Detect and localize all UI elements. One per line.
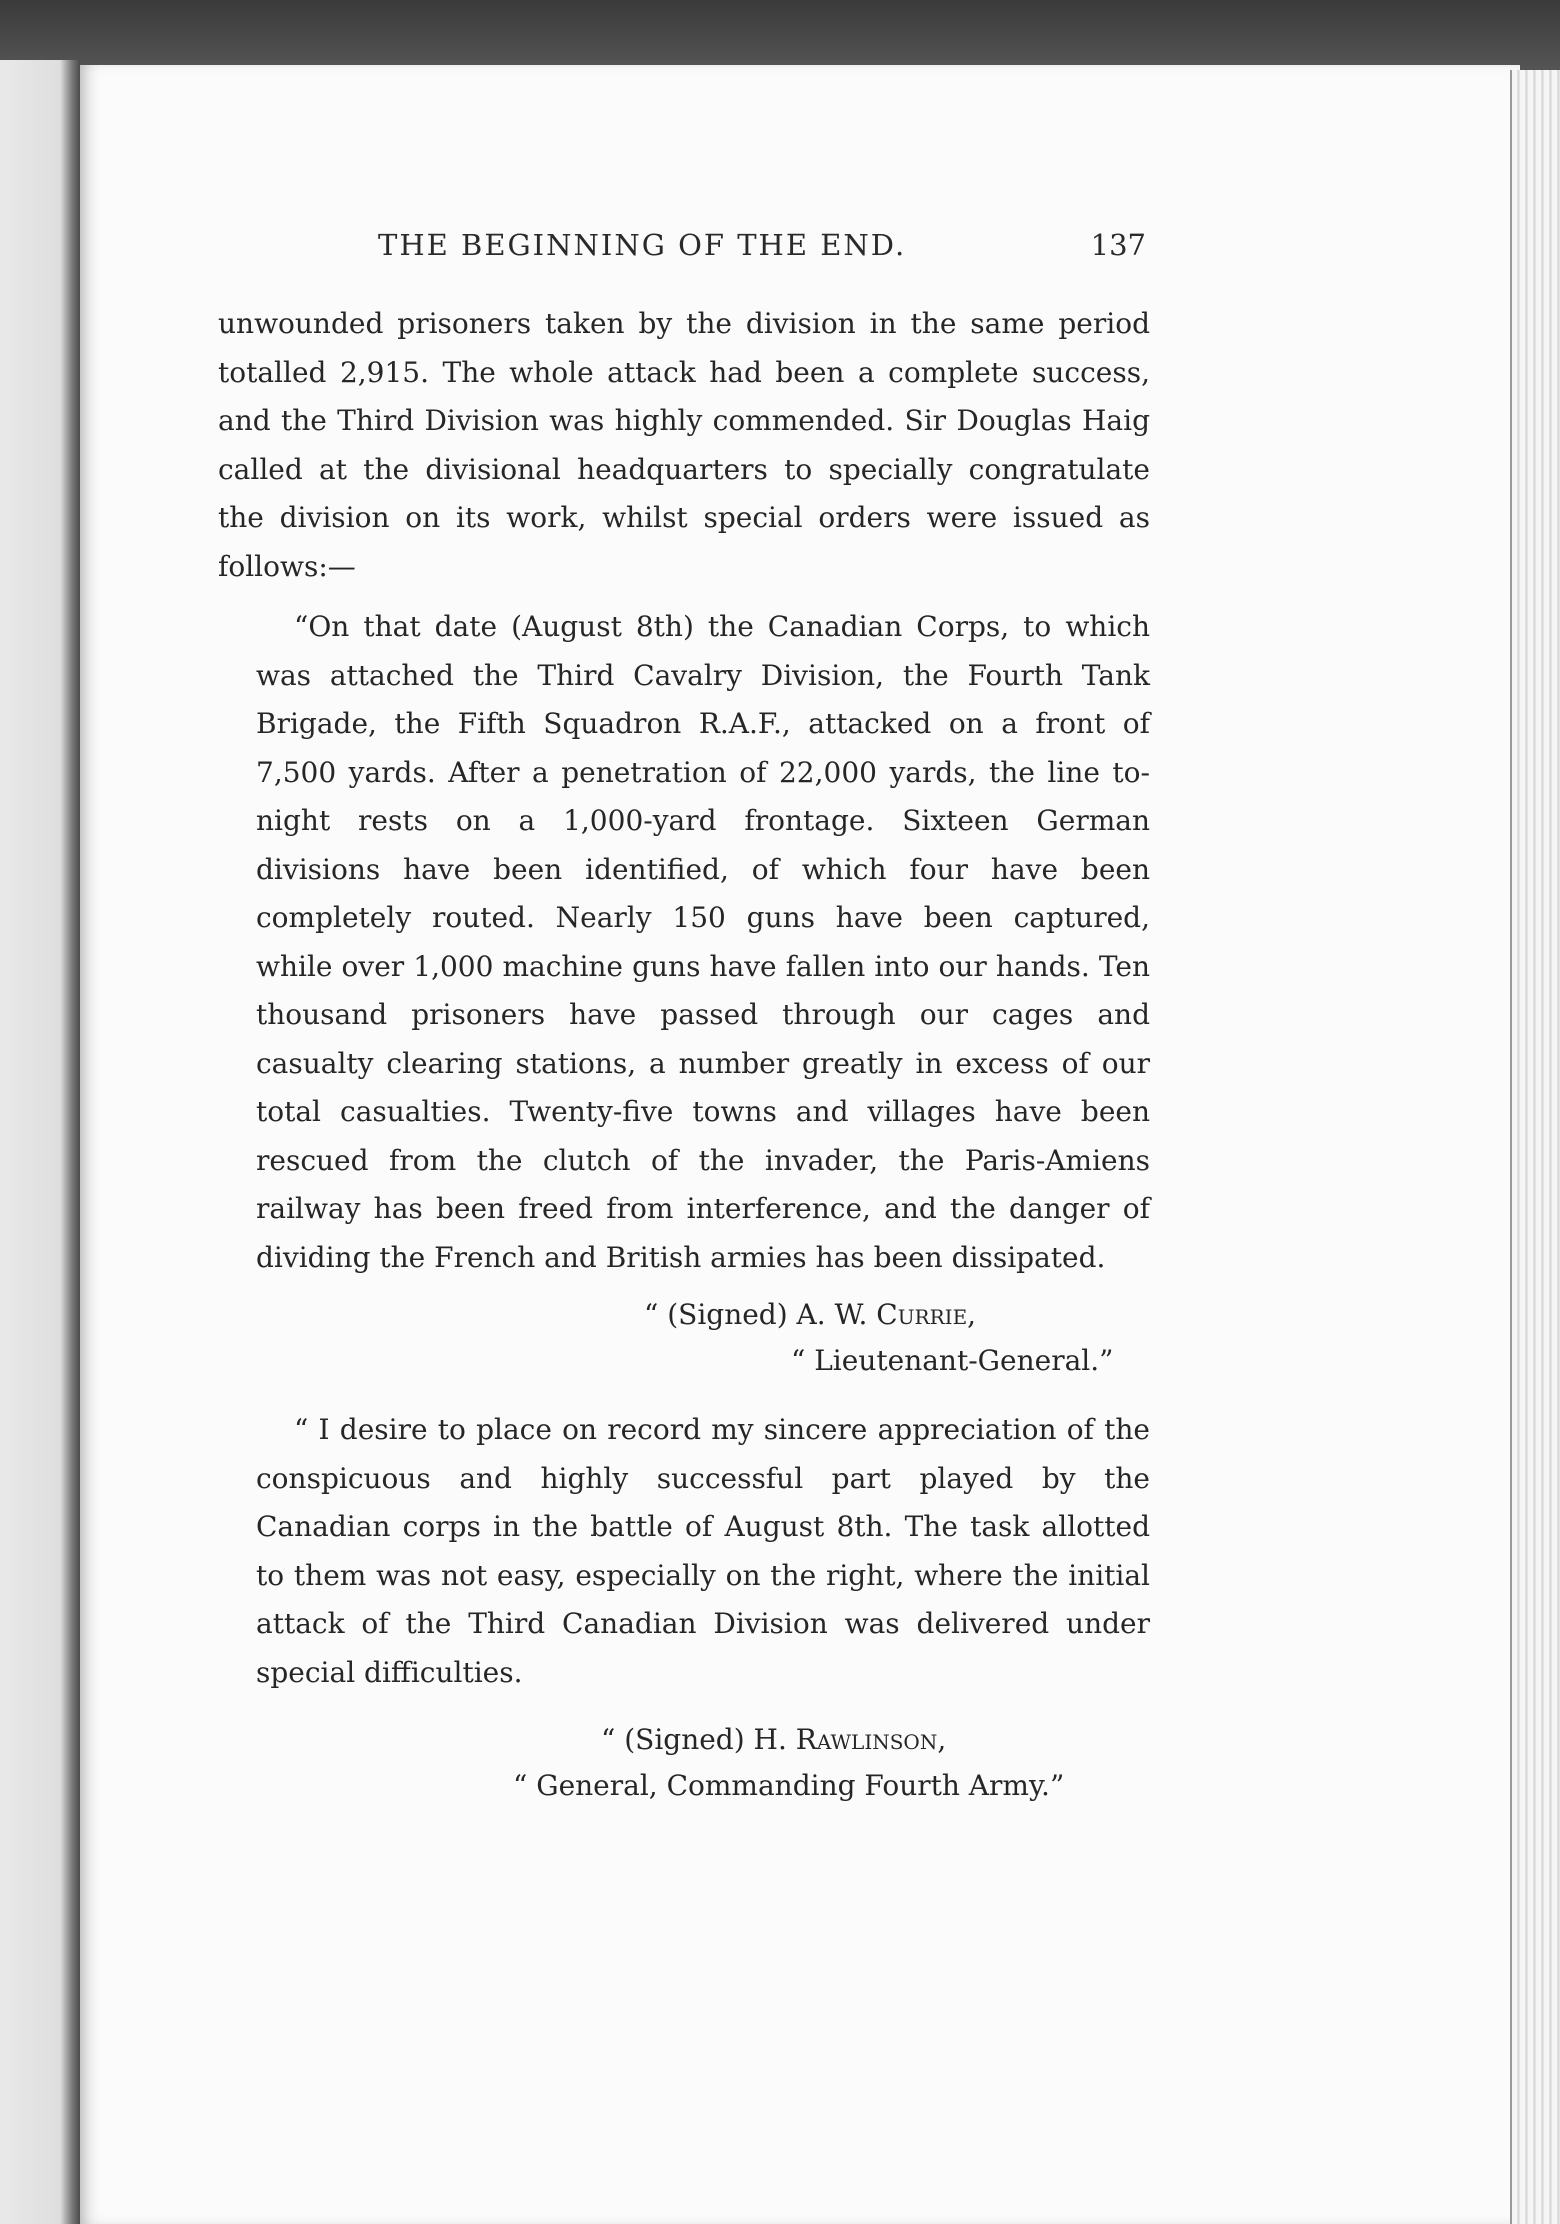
- body-paragraph: unwounded prisoners taken by the division in the same period totalled 2,915. The whole attack had been a complete success, and the Third Division was highly commended. Sir Douglas Haig called at the divisional headquarters to specially congratulate the division on its work, whilst special orders were issued as follows:—: [218, 307, 1150, 583]
- signature-line: [644, 1292, 1150, 1338]
- signatory-name: Rawlinson,: [795, 1723, 947, 1756]
- special-order-quote: [256, 603, 1150, 1384]
- signature-prefix: “ (Signed) A. W.: [644, 1298, 877, 1331]
- signatory-rank: “ General, Commanding Fourth Army.”: [513, 1769, 1065, 1802]
- page-content: [218, 228, 1150, 1809]
- scan-background-top: [0, 0, 1560, 70]
- signature-line: [601, 1717, 1150, 1763]
- signatory-rank: “ Lieutenant-General.”: [791, 1344, 1114, 1377]
- facing-page-edge: [0, 60, 80, 2224]
- signature-prefix: “ (Signed) H.: [601, 1723, 796, 1756]
- running-head: [218, 228, 1150, 268]
- appreciation-quote: [256, 1406, 1150, 1809]
- quote-paragraph: “ I desire to place on record my sincere appreciation of the conspicuous and highly successful part played by the Canadian corps in the battle of August 8th. The task allotted to them was not easy, especially on the right, where the initial attack of the Third Canadian Division was delivered under special difficulties.: [256, 1413, 1150, 1689]
- quote-paragraph: “On that date (August 8th) the Canadian Corps, to which was attached the Third Cavalry Division, the Fourth Tank Brigade, the Fifth Squadron R.A.F., attacked on a front of 7,500 yards. After a penetration of 22,000 yards, the line to-night rests on a 1,000-yard frontage. Sixteen German divisions have been identified, of which four have been completely routed. Nearly 150 guns have been captured, while over 1,000 machine guns have fallen into our hands. Ten thousand prisoners have passed through our cages and casualty clearing stations, a number greatly in excess of our total casualties. Twenty-five towns and villages have been rescued from the clutch of the invader, the Paris-Amiens railway has been freed from interference, and the danger of dividing the French and British armies has been dissipated.: [256, 610, 1150, 1274]
- running-title: THE BEGINNING OF THE END.: [378, 228, 907, 262]
- page-number: 137: [1090, 228, 1146, 262]
- signatory-name: Currie,: [876, 1298, 977, 1331]
- page-stack-edge: [1510, 70, 1560, 2224]
